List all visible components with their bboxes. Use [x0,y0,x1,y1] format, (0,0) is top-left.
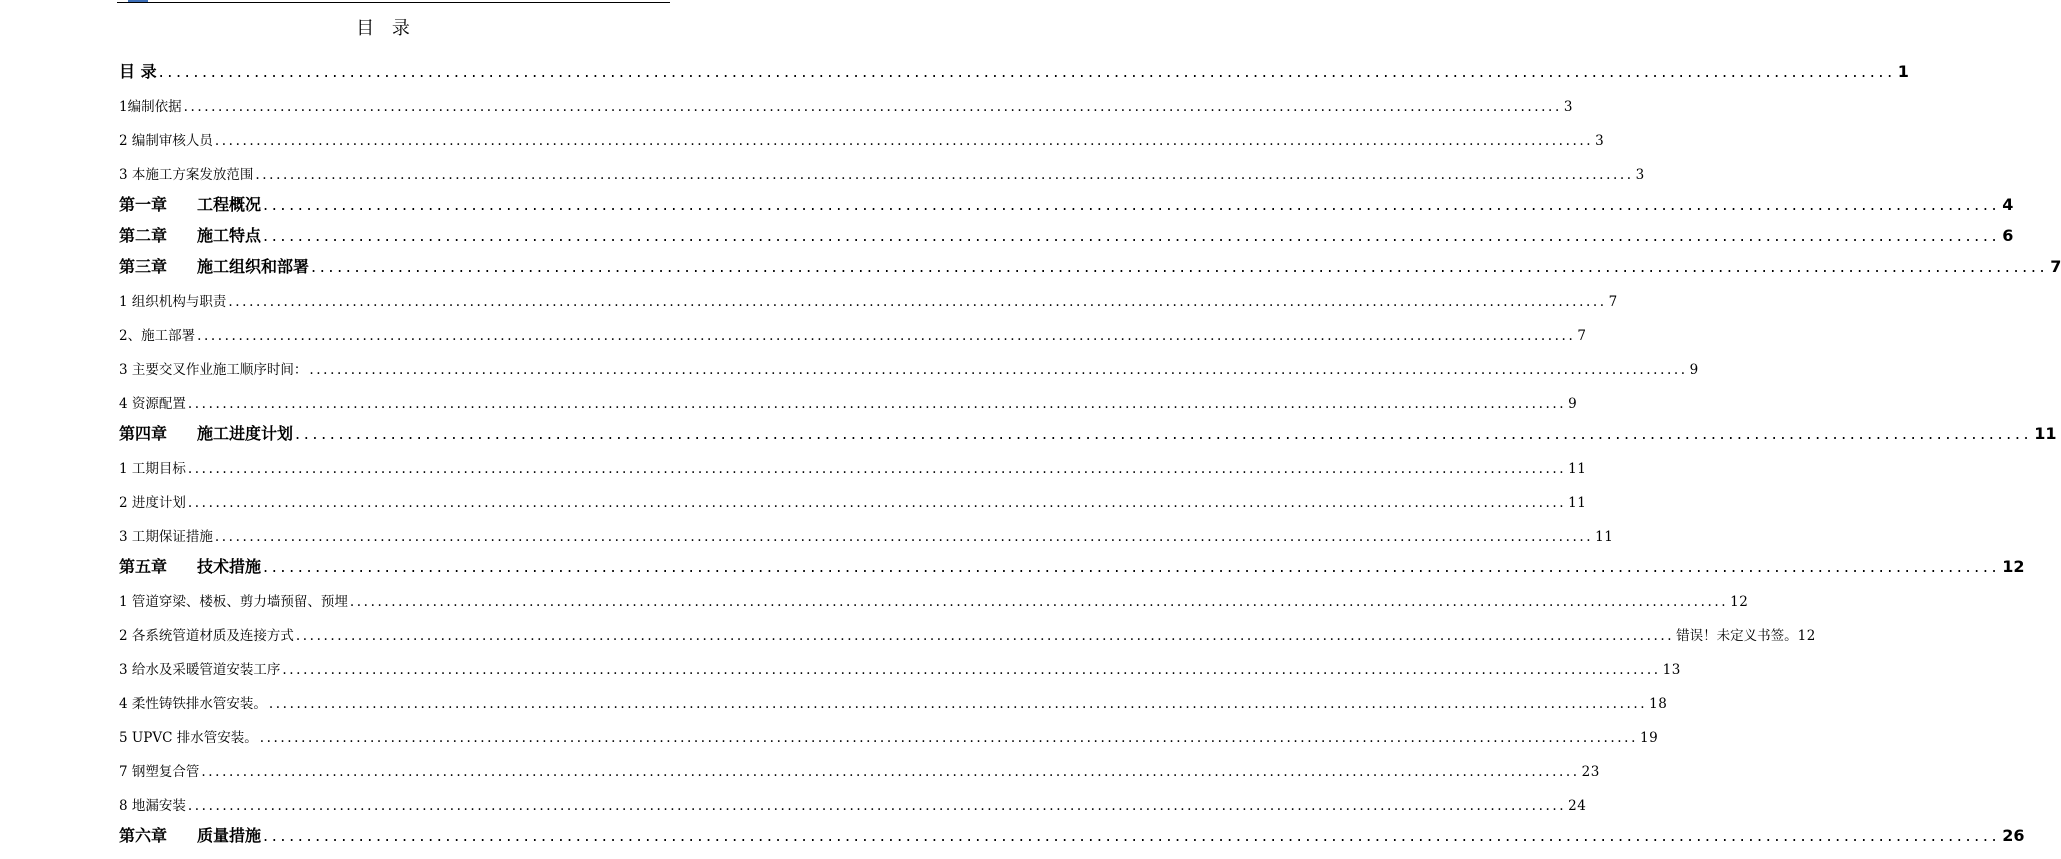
toc-entry-title [119,220,261,252]
toc-entry[interactable] [119,282,1618,316]
toc-page-number: 26 [2002,826,2025,845]
toc-entry-title [119,189,261,221]
toc-chapter-number: 第三章 [119,257,168,276]
toc-dot-leader: ........................................................................................................................................................................................................ [309,362,1688,378]
toc-heading: 目 录 [356,18,416,39]
toc-page-number: 4 [2002,195,2014,214]
toc-entry-title [119,251,309,283]
toc-entry-title: 2、施工部署 [119,328,196,344]
toc-dot-leader: ........................................................................................................................................................................................................ [263,226,2001,245]
toc-entry[interactable] [119,616,1816,650]
toc-chapter-number: 第六章 [119,826,168,845]
toc-entry[interactable] [119,551,2025,582]
toc-entry[interactable] [119,220,2014,251]
toc-page-number: 3 [1563,99,1573,115]
toc-dot-leader: ........................................................................................................................................................................................................ [214,529,1594,545]
toc-entry-title [119,551,261,583]
toc-entry-title: 7 钢塑复合管 [119,764,200,780]
toc-page-number: 24 [1568,798,1587,814]
toc-page-number: 9 [1689,362,1699,378]
toc-chapter-number: 第一章 [119,195,168,214]
toc-dot-leader: ........................................................................................................................................................................................................ [187,495,1567,511]
toc-page-number: 12 [1730,594,1749,610]
toc-entry-title: 2 进度计划 [119,495,186,511]
toc-dot-leader: ........................................................................................................................................................................................................ [158,62,1896,81]
toc-dot-leader: ........................................................................................................................................................................................................ [295,424,2033,443]
toc-entry-title: 5 UPVC 排水管安装。 [119,730,258,746]
toc-entry[interactable] [119,384,1578,418]
toc-entry-title: 3 给水及采暖管道安装工序 [119,662,281,678]
toc-entry-title: 目 录 [119,62,157,81]
toc-page-number: 3 [1595,133,1605,149]
toc-entry[interactable] [119,650,1681,684]
toc-entry[interactable] [119,87,1573,121]
toc-page-number: 23 [1581,764,1600,780]
toc-chapter-title: 技术措施 [197,557,262,576]
toc-dot-leader: ........................................................................................................................................................................................................ [295,628,1675,644]
toc-page-number: 19 [1639,730,1659,746]
toc-dot-leader: ........................................................................................................................................................................................................ [187,798,1567,814]
toc-dot-leader: ........................................................................................................................................................................................................ [187,396,1567,412]
toc-page-number: 6 [2002,226,2014,245]
toc-chapter-number: 第五章 [119,557,168,576]
toc-chapter-title: 施工进度计划 [197,424,294,443]
toc-entry[interactable] [119,483,1587,517]
toc-entry-title: 3 主要交叉作业施工顺序时间： [119,362,308,378]
toc-page-number: 9 [1568,396,1578,412]
toc-chapter-title: 施工组织和部署 [197,257,310,276]
toc-dot-leader: ........................................................................................................................................................................................................ [311,257,2049,276]
toc-entry[interactable] [119,56,1909,87]
toc-entry-title [119,418,293,450]
table-of-contents [119,56,2061,851]
toc-entry-title: 8 地漏安装 [119,798,186,814]
toc-chapter-title: 施工特点 [197,226,262,245]
toc-entry-title: 1 管道穿梁、楼板、剪力墙预留、预埋 [119,594,348,610]
toc-dot-leader: ........................................................................................................................................................................................................ [349,594,1729,610]
toc-page-number: 11 [1568,495,1587,511]
toc-chapter-number: 第四章 [119,424,168,443]
toc-entry[interactable] [119,316,1587,350]
toc-entry[interactable] [119,121,1605,155]
toc-dot-leader: ........................................................................................................................................................................................................ [197,328,1576,344]
toc-dot-leader: ........................................................................................................................................................................................................ [259,730,1638,746]
toc-entry[interactable] [119,718,1659,752]
toc-entry-title: 2 各系统管道材质及连接方式 [119,628,294,644]
toc-page-number: 7 [2050,257,2061,276]
toc-page-number: 3 [1635,167,1645,183]
toc-entry-title: 1 工期目标 [119,461,186,477]
toc-entry[interactable] [119,350,1699,384]
toc-error-note: 错误！未定义书签。 [1676,628,1798,644]
toc-entry-title: 3 工期保证措施 [119,529,213,545]
header-accent-mark [128,0,148,2]
toc-chapter-number: 第二章 [119,226,168,245]
toc-page-number: 12 [1797,628,1816,644]
toc-page-number: 12 [2002,557,2025,576]
toc-entry[interactable] [119,752,1600,786]
toc-entry[interactable] [119,582,1749,616]
toc-entry[interactable] [119,786,1587,820]
toc-page-number: 1 [1897,62,1909,81]
toc-dot-leader: ........................................................................................................................................................................................................ [187,461,1567,477]
toc-entry[interactable] [119,418,2057,449]
toc-dot-leader: ........................................................................................................................................................................................................ [255,167,1634,183]
toc-entry[interactable] [119,449,1587,483]
toc-entry[interactable] [119,517,1614,551]
toc-chapter-title: 工程概况 [197,195,262,214]
toc-entry[interactable] [119,155,1645,189]
toc-entry-title: 4 柔性铸铁排水管安装。 [119,696,267,712]
toc-entry[interactable] [119,251,2061,282]
header-rule [117,2,670,3]
toc-chapter-title: 质量措施 [197,826,262,845]
toc-page-number: 13 [1662,662,1681,678]
toc-dot-leader: ........................................................................................................................................................................................................ [228,294,1607,310]
toc-dot-leader: ........................................................................................................................................................................................................ [201,764,1580,780]
toc-entry-title: 4 资源配置 [119,396,186,412]
toc-page-number: 11 [2034,424,2057,443]
toc-entry[interactable] [119,820,2025,851]
toc-entry-title: 1 组织机构与职责 [119,294,227,310]
toc-entry[interactable] [119,684,1668,718]
toc-dot-leader: ........................................................................................................................................................................................................ [282,662,1661,678]
toc-dot-leader: ........................................................................................................................................................................................................ [263,826,2001,845]
toc-entry-title: 3 本施工方案发放范围 [119,167,254,183]
toc-dot-leader: ........................................................................................................................................................................................................ [263,195,2001,214]
toc-page-number: 7 [1577,328,1587,344]
toc-dot-leader: ........................................................................................................................................................................................................ [214,133,1594,149]
toc-page-number: 7 [1608,294,1618,310]
toc-dot-leader: ........................................................................................................................................................................................................ [268,696,1648,712]
toc-entry[interactable] [119,189,2014,220]
toc-page-number: 11 [1595,529,1614,545]
toc-entry-title: 2 编制审核人员 [119,133,213,149]
toc-page-number: 18 [1649,696,1668,712]
toc-dot-leader: ........................................................................................................................................................................................................ [263,557,2001,576]
toc-entry-title: 1编制依据 [119,99,182,115]
toc-dot-leader: ........................................................................................................................................................................................................ [183,99,1562,115]
toc-page-number: 11 [1568,461,1587,477]
toc-entry-title [119,820,261,852]
